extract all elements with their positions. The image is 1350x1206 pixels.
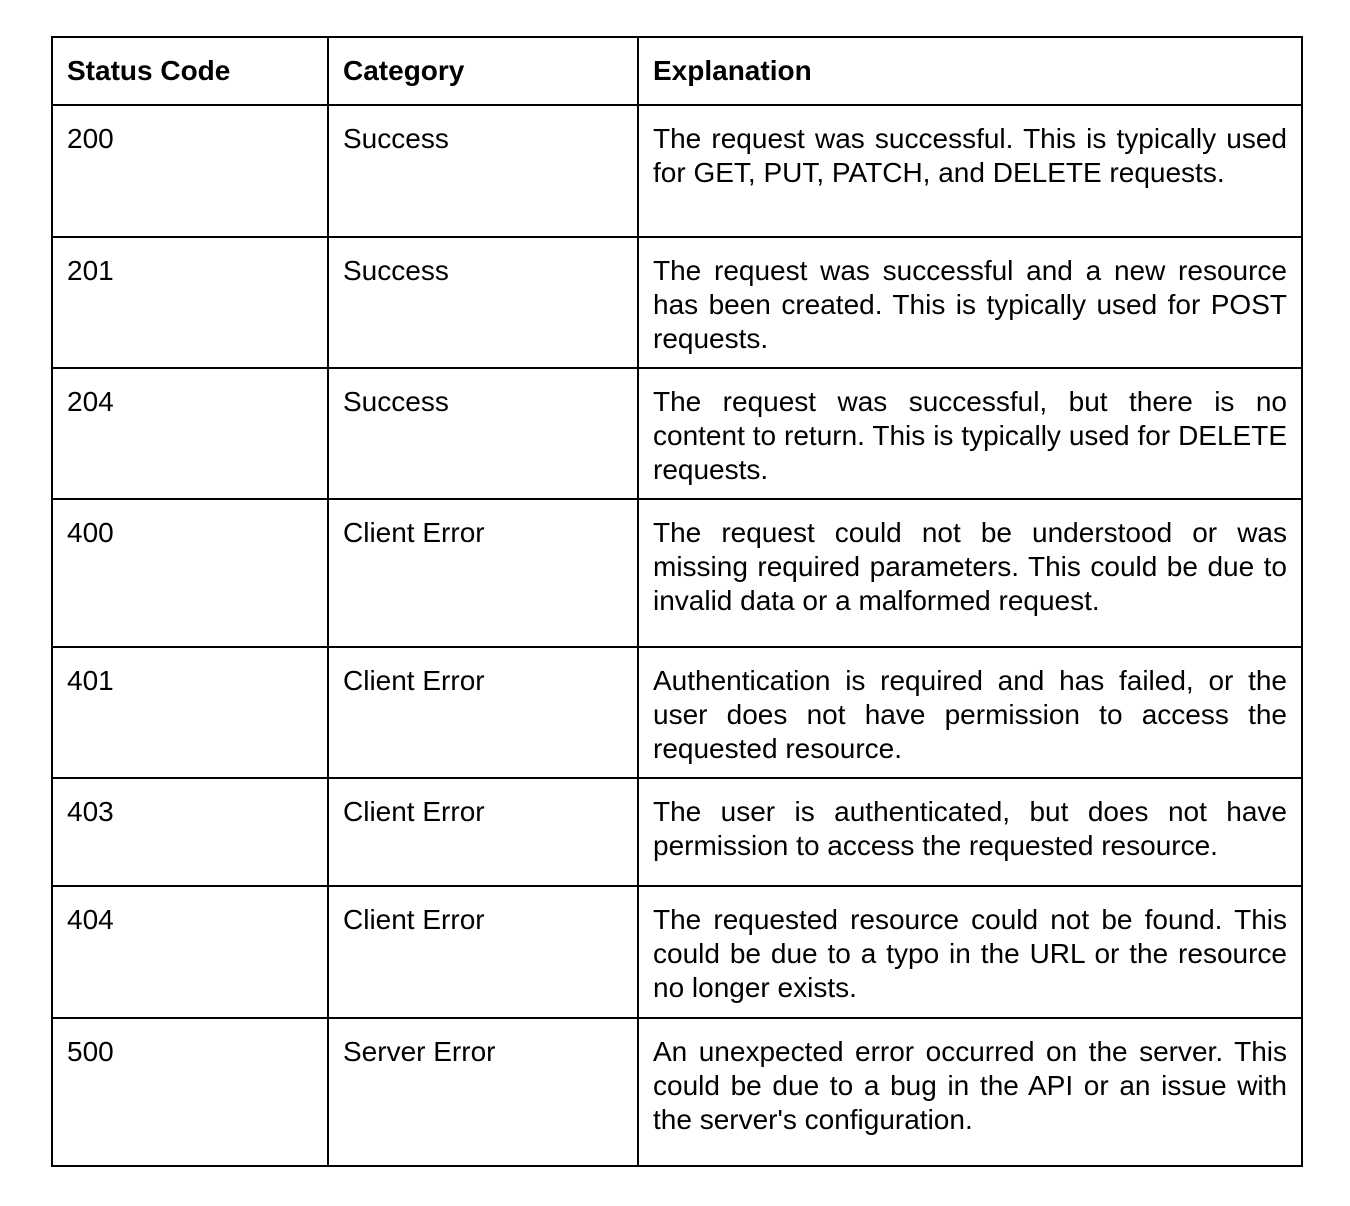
- category-cell: Client Error: [328, 647, 638, 778]
- table-row: [52, 499, 1302, 647]
- explanation-cell: An unexpected error occurred on the server. This could be due to a bug in the API or an issue with the server's configuration.: [638, 1018, 1302, 1166]
- explanation-cell: The request was successful and a new resource has been created. This is typically used for POST requests.: [638, 237, 1302, 368]
- table-row: [52, 778, 1302, 886]
- status-code-cell: 400: [52, 499, 328, 647]
- category-cell: Client Error: [328, 778, 638, 886]
- table-row: [52, 368, 1302, 499]
- table-header-row: [52, 37, 1302, 105]
- status-code-cell: 403: [52, 778, 328, 886]
- header-explanation: Explanation: [638, 37, 1302, 105]
- category-cell: Success: [328, 368, 638, 499]
- status-code-cell: 500: [52, 1018, 328, 1166]
- table-row: [52, 886, 1302, 1018]
- explanation-cell: The request was successful. This is typically used for GET, PUT, PATCH, and DELETE requests.: [638, 105, 1302, 237]
- header-status-code: Status Code: [52, 37, 328, 105]
- header-category: Category: [328, 37, 638, 105]
- category-cell: Server Error: [328, 1018, 638, 1166]
- explanation-cell: The user is authenticated, but does not have permission to access the requested resource.: [638, 778, 1302, 886]
- category-cell: Client Error: [328, 499, 638, 647]
- category-cell: Client Error: [328, 886, 638, 1018]
- status-code-cell: 404: [52, 886, 328, 1018]
- table-row: [52, 105, 1302, 237]
- table-row: [52, 237, 1302, 368]
- status-code-table: [51, 36, 1303, 1167]
- status-code-cell: 204: [52, 368, 328, 499]
- explanation-cell: Authentication is required and has failed, or the user does not have permission to access the requested resource.: [638, 647, 1302, 778]
- explanation-cell: The request could not be understood or was missing required parameters. This could be due to invalid data or a malformed request.: [638, 499, 1302, 647]
- category-cell: Success: [328, 237, 638, 368]
- status-code-cell: 201: [52, 237, 328, 368]
- status-code-cell: 401: [52, 647, 328, 778]
- status-code-cell: 200: [52, 105, 328, 237]
- category-cell: Success: [328, 105, 638, 237]
- explanation-cell: The request was successful, but there is no content to return. This is typically used for DELETE requests.: [638, 368, 1302, 499]
- explanation-cell: The requested resource could not be found. This could be due to a typo in the URL or the resource no longer exists.: [638, 886, 1302, 1018]
- table-row: [52, 1018, 1302, 1166]
- table-row: [52, 647, 1302, 778]
